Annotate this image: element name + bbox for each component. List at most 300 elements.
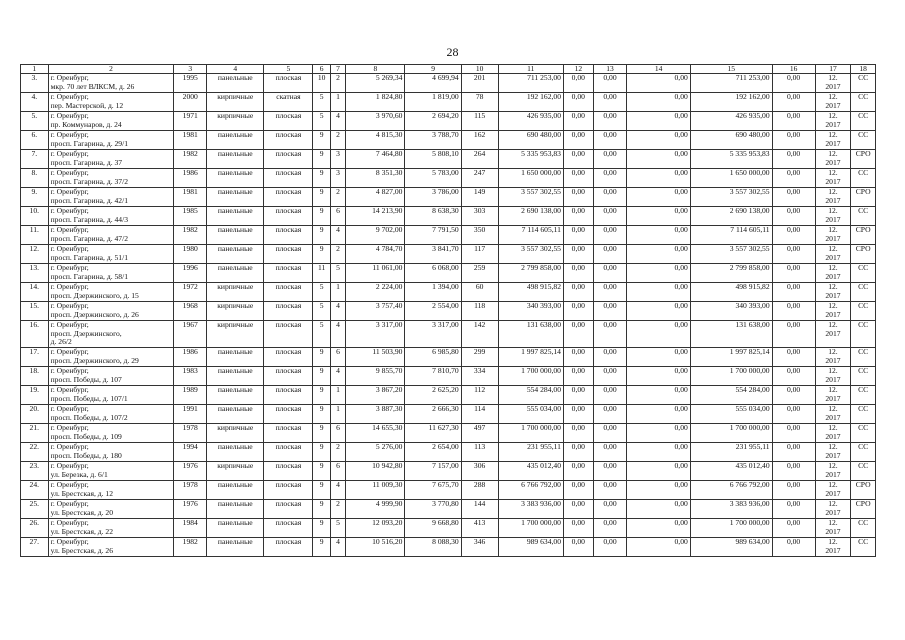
total-area-cell: 9 855,70 [346,367,405,386]
cost-col-14-cell: 0,00 [627,226,690,245]
living-area-cell: 7 157,00 [405,462,461,481]
roof-type-cell: скатная [264,93,313,112]
residents-cell: 247 [461,169,498,188]
total-cost-cell: 1 700 000,00 [498,367,563,386]
cost-col-12-cell: 0,00 [563,207,593,226]
total-area-cell: 3 867,20 [346,386,405,405]
entrances-cell: 4 [330,367,345,386]
total-cost-cell: 690 480,00 [498,131,563,150]
cost-col-14-cell: 0,00 [627,462,690,481]
row-number-cell: 20. [21,405,49,424]
floors-cell: 9 [313,443,330,462]
table-row [21,188,876,207]
row-number-cell: 3. [21,74,49,93]
cost-col-13-cell: 0,00 [593,538,627,557]
address-line: просп. Гагарина, д. 58/1 [50,271,128,281]
entrances-cell: 2 [330,443,345,462]
cost-col-13-cell: 0,00 [593,169,627,188]
wall-material-cell: панельные [207,226,264,245]
cost-col-16-cell: 0,00 [772,462,815,481]
cost-col-14-cell: 0,00 [627,245,690,264]
funding-method-cell: СРО [851,245,876,264]
build-year-cell: 1986 [174,348,207,367]
column-number: 11 [498,65,563,74]
address-cell [48,74,174,93]
table-row [21,302,876,321]
total-area-cell: 2 224,00 [346,283,405,302]
cost-col-12-cell: 0,00 [563,226,593,245]
cost-col-13-cell: 0,00 [593,500,627,519]
cost-col-14-cell: 0,00 [627,481,690,500]
table-row [21,481,876,500]
cost-col-14-cell: 0,00 [627,207,690,226]
completion-month: 12. [828,187,838,196]
completion-month: 12. [828,130,838,139]
cost-col-14-cell: 0,00 [627,348,690,367]
column-number: 2 [48,65,174,74]
cost-col-15-cell: 3 383 936,00 [690,500,772,519]
address-line: ул. Брестская, д. 22 [50,526,114,536]
cost-col-13-cell: 0,00 [593,226,627,245]
entrances-cell: 4 [330,538,345,557]
entrances-cell: 5 [330,264,345,283]
address-line: г. Оренбург, [50,111,89,120]
entrances-cell: 4 [330,226,345,245]
funding-method-cell: СРО [851,481,876,500]
cost-col-13-cell: 0,00 [593,443,627,462]
cost-col-15-cell: 498 915,82 [690,283,772,302]
completion-date-cell [815,519,851,538]
address-cell [48,150,174,169]
roof-type-cell: плоская [264,207,313,226]
completion-year: 2017 [825,119,841,129]
cost-col-14-cell: 0,00 [627,112,690,131]
address-line: г. Оренбург, [50,537,89,546]
table-row [21,93,876,112]
completion-month: 12. [828,480,838,489]
wall-material-cell: панельные [207,443,264,462]
address-cell [48,462,174,481]
completion-month: 12. [828,320,838,329]
address-cell [48,283,174,302]
cost-col-15-cell: 711 253,00 [690,74,772,93]
roof-type-cell: плоская [264,321,313,348]
cost-col-12-cell: 0,00 [563,150,593,169]
floors-cell: 9 [313,131,330,150]
residents-cell: 299 [461,348,498,367]
floors-cell: 9 [313,500,330,519]
completion-year: 2017 [825,195,841,205]
completion-date-cell [815,283,851,302]
cost-col-16-cell: 0,00 [772,519,815,538]
living-area-cell: 8 088,30 [405,538,461,557]
cost-col-15-cell: 231 955,11 [690,443,772,462]
build-year-cell: 1985 [174,207,207,226]
cost-col-13-cell: 0,00 [593,207,627,226]
entrances-cell: 5 [330,519,345,538]
residents-cell: 149 [461,188,498,207]
table-row [21,283,876,302]
cost-col-13-cell: 0,00 [593,424,627,443]
completion-date-cell [815,500,851,519]
row-number-cell: 24. [21,481,49,500]
address-cell [48,112,174,131]
total-area-cell: 8 351,30 [346,169,405,188]
funding-method-cell: СРО [851,500,876,519]
total-cost-cell: 3 557 302,55 [498,245,563,264]
cost-col-14-cell: 0,00 [627,264,690,283]
living-area-cell: 1 394,00 [405,283,461,302]
cost-col-12-cell: 0,00 [563,462,593,481]
address-line: г. Оренбург, [50,168,89,177]
completion-date-cell [815,93,851,112]
build-year-cell: 1982 [174,226,207,245]
living-area-cell: 5 783,00 [405,169,461,188]
funding-method-cell: СРО [851,188,876,207]
floors-cell: 5 [313,302,330,321]
address-cell [48,169,174,188]
row-number-cell: 5. [21,112,49,131]
roof-type-cell: плоская [264,462,313,481]
cost-col-13-cell: 0,00 [593,74,627,93]
row-number-cell: 19. [21,386,49,405]
cost-col-15-cell: 2 799 858,00 [690,264,772,283]
funding-method-cell: СС [851,131,876,150]
cost-col-15-cell: 555 034,00 [690,405,772,424]
total-cost-cell: 1 650 000,00 [498,169,563,188]
build-year-cell: 1984 [174,519,207,538]
build-year-cell: 1996 [174,264,207,283]
wall-material-cell: панельные [207,386,264,405]
floors-cell: 5 [313,283,330,302]
wall-material-cell: кирпичные [207,321,264,348]
cost-col-14-cell: 0,00 [627,443,690,462]
cost-col-13-cell: 0,00 [593,348,627,367]
living-area-cell: 3 770,80 [405,500,461,519]
address-line: ул. Брестская, д. 20 [50,507,114,517]
cost-col-12-cell: 0,00 [563,302,593,321]
cost-col-15-cell: 426 935,00 [690,112,772,131]
cost-col-15-cell: 340 393,00 [690,302,772,321]
column-number: 16 [772,65,815,74]
cost-col-15-cell: 554 284,00 [690,386,772,405]
total-cost-cell: 1 997 825,14 [498,348,563,367]
address-line: ул. Березка, д. 6/1 [50,469,108,479]
living-area-cell: 9 668,80 [405,519,461,538]
completion-year: 2017 [825,233,841,243]
address-line: просп. Гагарина, д. 44/3 [50,214,128,224]
address-line: просп. Гагарина, д. 51/1 [50,252,128,262]
address-line: пр. Коммунаров, д. 24 [50,119,122,129]
completion-date-cell [815,481,851,500]
wall-material-cell: панельные [207,150,264,169]
funding-method-cell: СС [851,462,876,481]
completion-year: 2017 [825,271,841,281]
total-area-cell: 4 815,30 [346,131,405,150]
cost-col-15-cell: 435 012,40 [690,462,772,481]
roof-type-cell: плоская [264,500,313,519]
cost-col-13-cell: 0,00 [593,112,627,131]
address-cell [48,188,174,207]
completion-month: 12. [828,244,838,253]
completion-date-cell [815,245,851,264]
residents-cell: 117 [461,245,498,264]
cost-col-15-cell: 1 997 825,14 [690,348,772,367]
completion-month: 12. [828,404,838,413]
living-area-cell: 3 788,70 [405,131,461,150]
completion-date-cell [815,131,851,150]
table-row [21,74,876,93]
residents-cell: 264 [461,150,498,169]
floors-cell: 9 [313,150,330,169]
column-number: 3 [174,65,207,74]
total-cost-cell: 6 766 792,00 [498,481,563,500]
address-line: г. Оренбург, [50,301,89,310]
completion-month: 12. [828,366,838,375]
completion-date-cell [815,150,851,169]
funding-method-cell: СС [851,348,876,367]
completion-year: 2017 [825,507,841,517]
cost-col-15-cell: 690 480,00 [690,131,772,150]
cost-col-12-cell: 0,00 [563,169,593,188]
address-line: пер. Мастерской, д. 12 [50,100,124,110]
funding-method-cell: СС [851,302,876,321]
address-line: просп. Победы, д. 107 [50,374,122,384]
roof-type-cell: плоская [264,131,313,150]
total-area-cell: 12 093,20 [346,519,405,538]
floors-cell: 5 [313,112,330,131]
roof-type-cell: плоская [264,424,313,443]
column-number: 17 [815,65,851,74]
total-cost-cell: 498 915,82 [498,283,563,302]
living-area-cell: 3 786,00 [405,188,461,207]
address-line: г. Оренбург, [50,206,89,215]
completion-date-cell [815,348,851,367]
cost-col-13-cell: 0,00 [593,131,627,150]
completion-month: 12. [828,461,838,470]
cost-col-12-cell: 0,00 [563,500,593,519]
total-area-cell: 10 516,20 [346,538,405,557]
address-cell [48,348,174,367]
address-line: мкр. 70 лет ВЛКСМ, д. 26 [50,81,135,91]
roof-type-cell: плоская [264,367,313,386]
build-year-cell: 1983 [174,367,207,386]
wall-material-cell: кирпичные [207,302,264,321]
completion-month: 12. [828,518,838,527]
cost-col-16-cell: 0,00 [772,131,815,150]
address-line: г. Оренбург, [50,347,89,356]
cost-col-13-cell: 0,00 [593,283,627,302]
funding-method-cell: СС [851,367,876,386]
total-area-cell: 14 213,90 [346,207,405,226]
residents-cell: 303 [461,207,498,226]
row-number-cell: 23. [21,462,49,481]
completion-date-cell [815,443,851,462]
address-line: ул. Брестская, д. 12 [50,488,114,498]
cost-col-16-cell: 0,00 [772,112,815,131]
cost-col-14-cell: 0,00 [627,283,690,302]
completion-month: 12. [828,423,838,432]
cost-col-15-cell: 3 557 302,55 [690,245,772,264]
completion-month: 12. [828,73,838,82]
wall-material-cell: панельные [207,481,264,500]
total-cost-cell: 1 700 000,00 [498,424,563,443]
row-number-cell: 8. [21,169,49,188]
living-area-cell: 1 819,00 [405,93,461,112]
address-cell [48,245,174,264]
cost-col-12-cell: 0,00 [563,443,593,462]
completion-date-cell [815,226,851,245]
completion-year: 2017 [825,252,841,262]
address-line: г. Оренбург, [50,518,89,527]
table-row [21,348,876,367]
entrances-cell: 2 [330,245,345,264]
total-cost-cell: 2 799 858,00 [498,264,563,283]
cost-col-15-cell: 6 766 792,00 [690,481,772,500]
roof-type-cell: плоская [264,386,313,405]
total-cost-cell: 554 284,00 [498,386,563,405]
build-year-cell: 1978 [174,481,207,500]
address-line: ул. Брестская, д. 26 [50,545,114,555]
cost-col-12-cell: 0,00 [563,283,593,302]
column-number: 15 [690,65,772,74]
completion-year: 2017 [825,81,841,91]
completion-month: 12. [828,206,838,215]
wall-material-cell: панельные [207,405,264,424]
cost-col-16-cell: 0,00 [772,93,815,112]
row-number-cell: 27. [21,538,49,557]
cost-col-14-cell: 0,00 [627,367,690,386]
address-line: г. Оренбург, [50,92,89,101]
floors-cell: 9 [313,207,330,226]
address-cell [48,500,174,519]
table-row [21,207,876,226]
table-row [21,386,876,405]
cost-col-12-cell: 0,00 [563,348,593,367]
wall-material-cell: панельные [207,264,264,283]
build-year-cell: 1982 [174,150,207,169]
cost-col-13-cell: 0,00 [593,150,627,169]
cost-col-15-cell: 3 557 302,55 [690,188,772,207]
total-area-cell: 5 269,34 [346,74,405,93]
table-row [21,264,876,283]
column-number: 12 [563,65,593,74]
address-line: просп. Гагарина, д. 47/2 [50,233,128,243]
entrances-cell: 3 [330,169,345,188]
table-row [21,500,876,519]
row-number-cell: 13. [21,264,49,283]
address-line: просп. Гагарина, д. 37 [50,157,123,167]
cost-col-16-cell: 0,00 [772,226,815,245]
wall-material-cell: кирпичные [207,93,264,112]
floors-cell: 10 [313,74,330,93]
total-area-cell: 4 784,70 [346,245,405,264]
total-area-cell: 9 702,00 [346,226,405,245]
wall-material-cell: кирпичные [207,112,264,131]
row-number-cell: 4. [21,93,49,112]
living-area-cell: 7 791,50 [405,226,461,245]
address-line: г. Оренбург, [50,423,89,432]
address-line: г. Оренбург, [50,366,89,375]
total-cost-cell: 426 935,00 [498,112,563,131]
cost-col-14-cell: 0,00 [627,321,690,348]
completion-year: 2017 [825,214,841,224]
completion-month: 12. [828,537,838,546]
row-number-cell: 26. [21,519,49,538]
living-area-cell: 7 675,70 [405,481,461,500]
roof-type-cell: плоская [264,519,313,538]
cost-col-13-cell: 0,00 [593,93,627,112]
cost-col-13-cell: 0,00 [593,386,627,405]
address-line: просп. Дзержинского, д. 29 [50,355,139,365]
cost-col-15-cell: 192 162,00 [690,93,772,112]
cost-col-16-cell: 0,00 [772,245,815,264]
completion-date-cell [815,405,851,424]
build-year-cell: 1995 [174,74,207,93]
total-cost-cell: 192 162,00 [498,93,563,112]
cost-col-16-cell: 0,00 [772,386,815,405]
cost-col-16-cell: 0,00 [772,302,815,321]
address-line: г. Оренбург, [50,263,89,272]
completion-year: 2017 [825,157,841,167]
cost-col-14-cell: 0,00 [627,302,690,321]
address-cell [48,405,174,424]
wall-material-cell: панельные [207,500,264,519]
cost-col-12-cell: 0,00 [563,131,593,150]
address-line: просп. Гагарина, д. 42/1 [50,195,128,205]
cost-col-15-cell: 7 114 605,11 [690,226,772,245]
floors-cell: 9 [313,188,330,207]
cost-col-14-cell: 0,00 [627,169,690,188]
cost-col-12-cell: 0,00 [563,74,593,93]
cost-col-16-cell: 0,00 [772,207,815,226]
residents-cell: 112 [461,386,498,405]
completion-date-cell [815,207,851,226]
table-row [21,245,876,264]
roof-type-cell: плоская [264,150,313,169]
address-cell [48,481,174,500]
address-line: просп. Победы, д. 107/2 [50,412,128,422]
build-year-cell: 1981 [174,131,207,150]
wall-material-cell: панельные [207,367,264,386]
cost-col-16-cell: 0,00 [772,500,815,519]
cost-col-14-cell: 0,00 [627,131,690,150]
residents-cell: 144 [461,500,498,519]
funding-method-cell: СС [851,264,876,283]
completion-month: 12. [828,442,838,451]
roof-type-cell: плоская [264,443,313,462]
residents-cell: 288 [461,481,498,500]
row-number-cell: 6. [21,131,49,150]
row-number-cell: 22. [21,443,49,462]
row-number-cell: 14. [21,283,49,302]
cost-col-16-cell: 0,00 [772,264,815,283]
floors-cell: 9 [313,386,330,405]
cost-col-12-cell: 0,00 [563,481,593,500]
table-body [21,65,876,557]
residents-cell: 497 [461,424,498,443]
total-cost-cell: 340 393,00 [498,302,563,321]
cost-col-15-cell: 1 700 000,00 [690,424,772,443]
total-area-cell: 10 942,80 [346,462,405,481]
residents-cell: 350 [461,226,498,245]
total-area-cell: 3 757,40 [346,302,405,321]
residents-cell: 78 [461,93,498,112]
column-number: 8 [346,65,405,74]
address-cell [48,367,174,386]
completion-year: 2017 [825,309,841,319]
completion-date-cell [815,188,851,207]
